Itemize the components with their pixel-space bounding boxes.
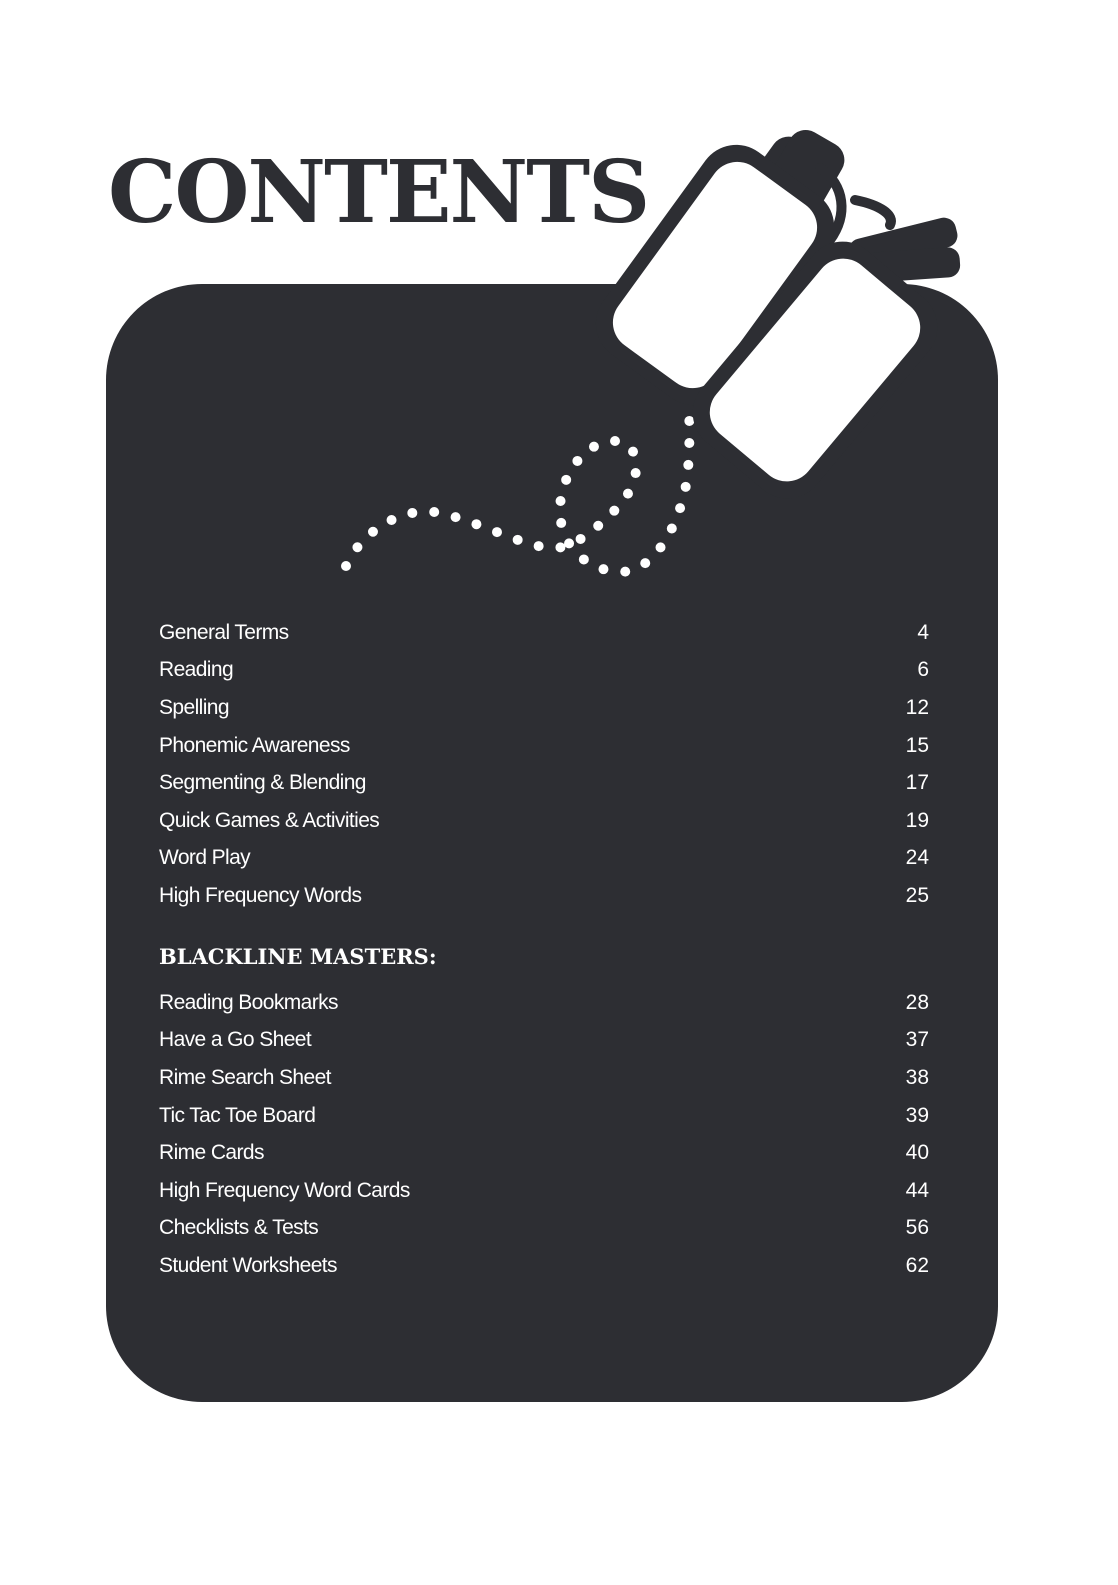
toc-entry-label: Quick Games & Activities — [159, 808, 380, 832]
toc-entry[interactable] — [159, 984, 929, 1022]
toc-entry[interactable] — [159, 1022, 929, 1060]
toc-entry[interactable] — [159, 764, 929, 802]
toc-entry-label: Word Play — [159, 846, 251, 870]
toc-entry-page: 25 — [905, 883, 929, 907]
toc-entry-page: 17 — [905, 771, 929, 795]
toc-entry-page: 6 — [917, 658, 929, 682]
toc-entry[interactable] — [159, 1059, 929, 1097]
toc-entry-label: Rime Cards — [159, 1141, 264, 1165]
toc-entry[interactable] — [159, 689, 929, 727]
toc-entry[interactable] — [159, 1210, 929, 1248]
toc-entry-page: 39 — [905, 1103, 929, 1127]
toc-entry-label: Phonemic Awareness — [159, 733, 350, 757]
toc-entry-page: 62 — [905, 1253, 929, 1277]
toc-entry[interactable] — [159, 877, 929, 915]
toc-entry-page: 15 — [905, 733, 929, 757]
contents-list — [159, 614, 929, 915]
blackline-masters-heading: BLACKLINE MASTERS: — [159, 944, 437, 969]
toc-entry[interactable] — [159, 1134, 929, 1172]
toc-entry-label: Have a Go Sheet — [159, 1028, 312, 1052]
toc-entry[interactable] — [159, 1247, 929, 1285]
toc-entry-label: Tic Tac Toe Board — [159, 1103, 316, 1127]
toc-entry[interactable] — [159, 652, 929, 690]
toc-entry-page: 40 — [905, 1141, 929, 1165]
book-illustration — [0, 0, 1118, 620]
toc-entry[interactable] — [159, 840, 929, 878]
dotted-flight-trail — [346, 398, 690, 572]
toc-entry-label: Rime Search Sheet — [159, 1065, 331, 1089]
toc-entry-label: High Frequency Word Cards — [159, 1178, 410, 1202]
toc-entry-label: High Frequency Words — [159, 883, 362, 907]
toc-entry-page: 4 — [917, 620, 929, 644]
toc-entry-label: Checklists & Tests — [159, 1216, 319, 1240]
toc-entry[interactable] — [159, 1097, 929, 1135]
open-book-icon — [581, 123, 961, 514]
toc-entry-page: 38 — [905, 1065, 929, 1089]
toc-entry-page: 37 — [905, 1028, 929, 1052]
toc-entry-page: 44 — [905, 1178, 929, 1202]
toc-entry[interactable] — [159, 614, 929, 652]
toc-entry-label: Reading — [159, 658, 234, 682]
toc-entry-label: Segmenting & Blending — [159, 771, 366, 795]
toc-entry[interactable] — [159, 802, 929, 840]
toc-entry-label: Spelling — [159, 695, 229, 719]
toc-entry[interactable] — [159, 727, 929, 765]
toc-entry-page: 19 — [905, 808, 929, 832]
toc-entry-label: Reading Bookmarks — [159, 990, 338, 1014]
toc-entry-page: 24 — [905, 846, 929, 870]
toc-entry-page: 12 — [905, 695, 929, 719]
toc-entry[interactable] — [159, 1172, 929, 1210]
toc-entry-label: General Terms — [159, 620, 289, 644]
blackline-list — [159, 984, 929, 1285]
page-title: CONTENTS — [108, 142, 649, 243]
toc-entry-page: 56 — [905, 1216, 929, 1240]
toc-entry-label: Student Worksheets — [159, 1253, 337, 1277]
toc-entry-page: 28 — [905, 990, 929, 1014]
